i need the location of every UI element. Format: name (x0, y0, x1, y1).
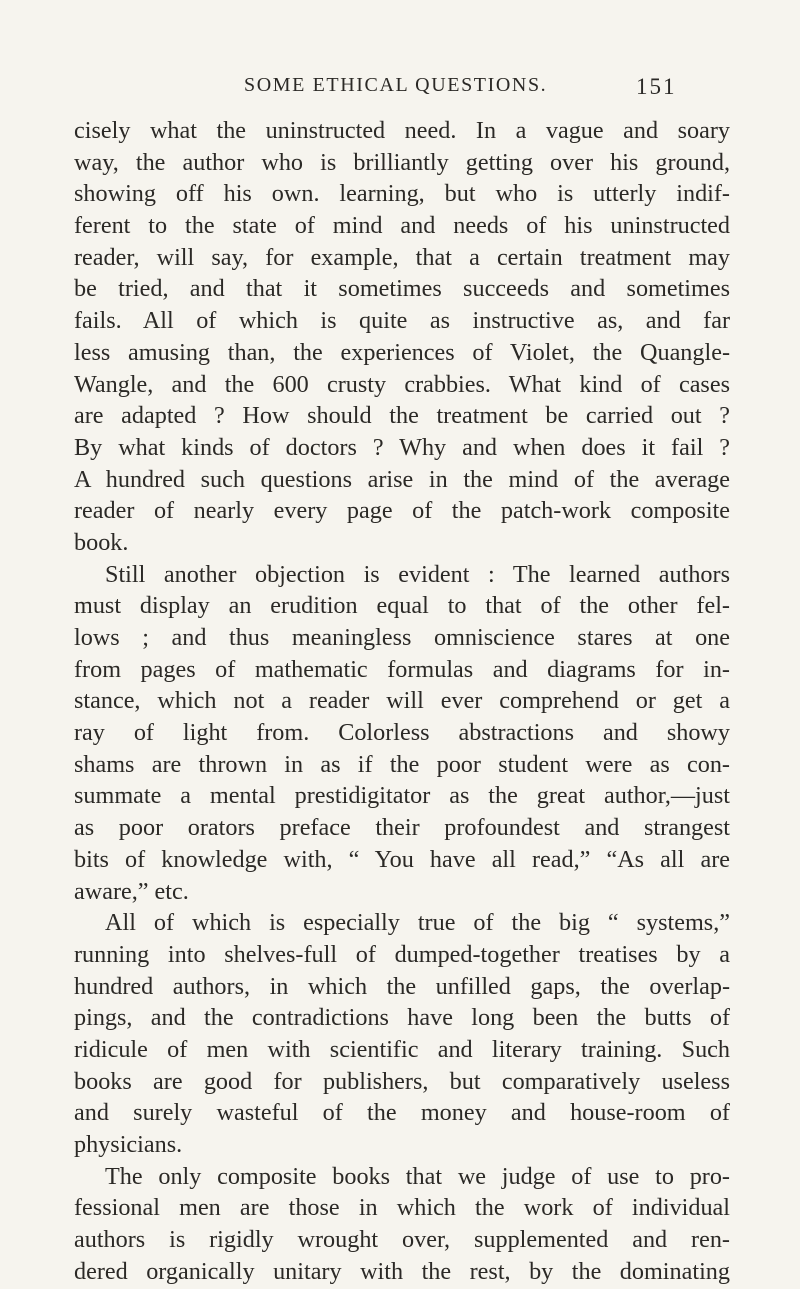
text-line: aware,” etc. (74, 877, 189, 905)
text-line: dered organically unitary with the rest, by the dominating (74, 1257, 730, 1285)
text-line: ridicule of men with scientific and literary training. Such (74, 1035, 730, 1063)
running-head: SOME ETHICAL QUESTIONS. (244, 74, 548, 96)
text-line: from pages of mathematic formulas and diagrams for in- (74, 655, 730, 683)
page-number: 151 (636, 74, 677, 99)
body-text (74, 115, 730, 1287)
text-line: summate a mental prestidigitator as the great author,—just (74, 782, 730, 810)
paragraph-start-line: All of which is especially true of the big “ systems,” (105, 909, 730, 937)
text-line: Wangle, and the 600 crusty crabbies. What kind of cases (74, 370, 730, 398)
text-line: must display an erudition equal to that of the other fel- (74, 592, 730, 620)
text-line: book. (74, 528, 129, 556)
paragraph-start-line: Still another objection is evident : The learned authors (105, 560, 730, 588)
text-line: A hundred such questions arise in the mind of the average (74, 465, 730, 493)
text-line: as poor orators preface their profoundest and strangest (74, 814, 730, 842)
text-line: reader, will say, for example, that a certain treatment may (74, 243, 730, 271)
text-line: way, the author who is brilliantly getting over his ground, (74, 148, 730, 176)
text-line: ray of light from. Colorless abstractions and showy (74, 719, 730, 747)
text-line: bits of knowledge with, “ You have all read,” “As all are (74, 845, 730, 873)
text-line: shams are thrown in as if the poor student were as con- (74, 750, 730, 778)
text-line: ferent to the state of mind and needs of his uninstructed (74, 212, 730, 240)
text-line: showing off his own. learning, but who is utterly indif- (74, 180, 730, 208)
text-line: stance, which not a reader will ever comprehend or get a (74, 687, 730, 715)
text-line: are adapted ? How should the treatment be carried out ? (74, 402, 730, 430)
text-line: less amusing than, the experiences of Violet, the Quangle- (74, 338, 730, 366)
text-line: be tried, and that it sometimes succeeds and sometimes (74, 275, 730, 303)
text-line: fessional men are those in which the work of individual (74, 1194, 730, 1222)
page-header (0, 74, 800, 104)
text-line: authors is rigidly wrought over, supplemented and ren- (74, 1226, 730, 1254)
text-line: reader of nearly every page of the patch-work composite (74, 497, 730, 525)
text-line: lows ; and thus meaningless omniscience stares at one (74, 624, 730, 651)
text-line: fails. All of which is quite as instructive as, and far (74, 307, 730, 335)
text-line: books are good for publishers, but comparatively useless (74, 1067, 730, 1095)
text-line: hundred authors, in which the unfilled gaps, the overlap- (74, 972, 730, 1000)
text-line: cisely what the uninstructed need. In a vague and soary (74, 117, 730, 144)
text-line: and surely wasteful of the money and house-room of (74, 1099, 730, 1127)
text-line: physicians. (74, 1131, 183, 1158)
text-line: By what kinds of doctors ? Why and when does it fail ? (74, 433, 730, 461)
text-line: running into shelves-full of dumped-together treatises by a (74, 940, 730, 968)
paragraph-start-line: The only composite books that we judge of use to pro- (105, 1162, 730, 1190)
text-line: pings, and the contradictions have long been the butts of (74, 1004, 730, 1032)
